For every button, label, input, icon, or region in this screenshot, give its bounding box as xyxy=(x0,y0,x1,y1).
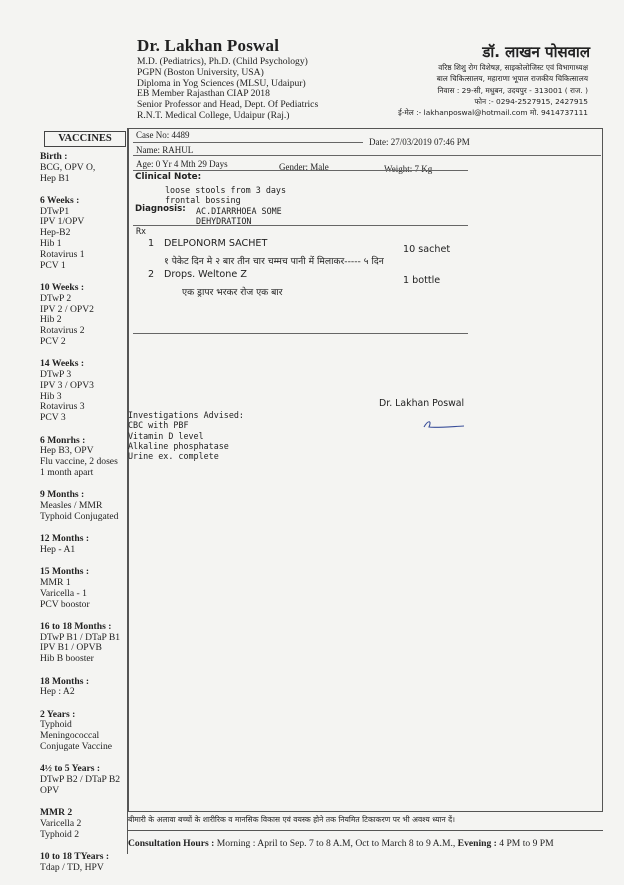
consultation-hours xyxy=(128,838,554,849)
qualification-line: Diploma in Yog Sciences (MLSU, Udaipur) xyxy=(137,77,306,89)
vaccine-item: IPV B1 / OPVB xyxy=(40,642,102,654)
vaccine-group xyxy=(40,283,128,348)
rx-drug-name: DELPONORM SACHET xyxy=(164,238,268,249)
vaccine-group-heading: MMR 2 xyxy=(40,807,73,819)
footer-divider xyxy=(128,830,603,831)
hindi-address-line: ई-मेल :- lakhanposwal@hotmail.com मो. 9414737111 xyxy=(398,108,588,118)
vaccine-item: Varicella 2 xyxy=(40,818,82,830)
qualification-line: EB Member Rajasthan CIAP 2018 xyxy=(137,88,270,100)
vaccine-group xyxy=(40,622,128,665)
clinical-note-line: loose stools from 3 days xyxy=(165,185,287,195)
vaccine-item: Tdap / TD, HPV xyxy=(40,861,104,873)
vaccine-group xyxy=(40,852,128,874)
vaccine-item: Measles / MMR xyxy=(40,500,103,512)
vaccine-group xyxy=(40,677,128,699)
rule xyxy=(133,225,468,226)
vaccine-item: Typhoid xyxy=(40,719,72,731)
vaccine-item: OPV xyxy=(40,784,60,796)
doctor-name: Dr. Lakhan Poswal xyxy=(137,36,280,55)
vaccine-item: Hep - A1 xyxy=(40,543,76,555)
vaccine-item: Meningococcal xyxy=(40,730,100,742)
evening-hours: 4 PM to 9 PM xyxy=(499,838,554,849)
vaccine-item: Hep-B2 xyxy=(40,227,71,239)
qualification-line: PGPN (Boston University, USA) xyxy=(137,66,264,78)
diagnosis-line: DEHYDRATION xyxy=(196,216,252,226)
rx-instruction: १ पेकेट दिन मे २ बार तीन चार चम्मच पानी में मिलाकर----- ५ दिन xyxy=(164,256,384,267)
qualification-line: M.D. (Pediatrics), Ph.D. (Child Psychology) xyxy=(137,56,308,67)
vaccine-item: Hep : A2 xyxy=(40,686,75,698)
vaccine-item: DTwP 3 xyxy=(40,369,72,381)
signature-name: Dr. Lakhan Poswal xyxy=(379,398,465,409)
vaccine-item: DTwP B1 / DTaP B1 xyxy=(40,631,121,643)
clinical-note-line: frontal bossing xyxy=(165,195,241,205)
vaccine-item: Rotavirus 3 xyxy=(40,401,85,413)
hindi-address-line: वरिष्ठ शिशु रोग विशेषज्ञ, साइकोलोजिस्ट एवं विभागाध्यक्ष xyxy=(438,63,588,72)
vaccine-item: PCV boostor xyxy=(40,598,90,610)
vaccine-group-heading: 14 Weeks : xyxy=(40,358,85,370)
vaccine-group xyxy=(40,436,128,479)
vaccine-item: Rotavirus 1 xyxy=(40,248,85,260)
vaccine-item: Hep B3, OPV xyxy=(40,445,94,457)
vaccine-item: Typhoid Conjugated xyxy=(40,510,119,522)
vaccine-item: Conjugate Vaccine xyxy=(40,741,113,753)
vaccine-item: PCV 1 xyxy=(40,259,66,271)
vaccine-item: DTwP B2 / DTaP B2 xyxy=(40,774,121,786)
hindi-address-line: निवास : 29-सी, मधुबन, उदयपुर - 313001 ( राज. ) xyxy=(437,85,588,95)
vaccine-item: PCV 2 xyxy=(40,335,66,347)
vaccine-group-heading: 2 Years : xyxy=(40,708,76,720)
vaccine-item: MMR 1 xyxy=(40,577,71,588)
rx-item-number: 1 xyxy=(148,238,155,249)
vaccine-item: DTwP 2 xyxy=(40,292,72,304)
rx-quantity: 1 bottle xyxy=(403,275,441,286)
rule xyxy=(133,142,363,143)
patient-name: Name: RAHUL xyxy=(136,145,194,155)
footer-hindi-note: बीमारी के अलावा बच्चों के शारीरिक व मानसिक विकास एवं वयस्क होने तक नियमित टिकाकरण पर भी अवश्य ध्यान दें। xyxy=(128,815,455,824)
doctor-qualifications xyxy=(137,57,318,122)
investigation-item: CBC with PBF xyxy=(128,420,189,430)
patient-weight: Weight: 7 Kg xyxy=(384,164,433,174)
vaccine-group xyxy=(40,567,128,610)
vaccine-item: IPV 2 / OPV2 xyxy=(40,303,94,315)
vaccine-item: PCV 3 xyxy=(40,412,66,424)
vaccine-item: BCG, OPV O, xyxy=(40,161,96,173)
vaccine-group-heading: 10 Weeks : xyxy=(40,281,85,293)
rule xyxy=(133,170,468,171)
prescription-box xyxy=(128,128,603,812)
vaccine-item: Varicella - 1 xyxy=(40,587,87,599)
patient-age: Age: 0 Yr 4 Mth 29 Days xyxy=(136,159,228,169)
vaccine-schedule xyxy=(40,152,128,885)
qualification-line: Senior Professor and Head, Dept. Of Pediatrics xyxy=(137,99,319,111)
vaccine-group-heading: 6 Monrhs : xyxy=(40,434,86,446)
vaccine-group-heading: Birth : xyxy=(40,151,68,162)
vaccine-group xyxy=(40,808,128,840)
evening-label: Evening : xyxy=(457,838,497,849)
vaccine-group-heading: 16 to 18 Months : xyxy=(40,620,112,632)
hindi-address-block xyxy=(398,62,588,118)
diagnosis-line: AC.DIARRHOEA SOME xyxy=(196,206,282,216)
consultation-hours-label: Consultation Hours : xyxy=(128,838,215,849)
vaccine-item: Hep B1 xyxy=(40,172,70,184)
patient-gender: Gender: Male xyxy=(279,162,329,172)
vaccine-item: Flu vaccine, 2 doses xyxy=(40,456,118,468)
investigation-item: Urine ex. complete xyxy=(128,451,219,461)
vaccine-group xyxy=(40,152,128,184)
vaccine-item: Hib 3 xyxy=(40,390,62,402)
rule xyxy=(133,155,601,156)
vaccine-item: Hib 2 xyxy=(40,314,62,326)
vaccine-group xyxy=(40,710,128,753)
vaccine-group xyxy=(40,196,128,272)
vaccine-group xyxy=(40,490,128,522)
rx-instruction: एक ड्रापर भरकर रोज एक बार xyxy=(182,287,283,298)
rx-item-number: 2 xyxy=(148,269,155,280)
investigation-item: Alkaline phosphatase xyxy=(128,441,229,451)
vaccine-group-heading: 6 Weeks : xyxy=(40,194,80,206)
vaccine-group xyxy=(40,534,128,556)
signature-scribble xyxy=(420,418,468,432)
qualification-line: R.N.T. Medical College, Udaipur (Raj.) xyxy=(137,109,290,121)
investigations-heading: Investigations Advised: xyxy=(128,410,244,420)
vaccine-group-heading: 12 Months : xyxy=(40,533,90,545)
vaccine-item: DTwP1 xyxy=(40,205,70,217)
vaccine-item: IPV 3 / OPV3 xyxy=(40,379,94,391)
vaccine-group xyxy=(40,359,128,424)
investigation-item: Vitamin D level xyxy=(128,431,204,441)
diagnosis-label: Diagnosis: xyxy=(135,204,186,214)
vaccine-item: 1 month apart xyxy=(40,466,94,478)
case-date: Date: 27/03/2019 07:46 PM xyxy=(369,137,470,147)
vaccine-item: Rotavirus 2 xyxy=(40,325,85,337)
rule xyxy=(133,333,468,334)
hindi-address-line: बाल चिकित्सालय, महाराणा भूपाल राजकीय चिकित्सालय xyxy=(436,74,588,84)
hindi-address-line: फोन :- 0294-2527915, 2427915 xyxy=(474,96,588,106)
vaccines-title: VACCINES xyxy=(44,131,126,147)
vaccine-item: Hib 1 xyxy=(40,238,62,250)
vaccine-group-heading: 10 to 18 TYears : xyxy=(40,851,110,863)
vaccine-group xyxy=(40,764,128,796)
vaccine-group-heading: 9 Months : xyxy=(40,489,85,501)
clinical-note-heading: Clinical Note: xyxy=(135,172,202,182)
rx-quantity: 10 sachet xyxy=(403,244,451,255)
vaccine-group-heading: 4½ to 5 Years : xyxy=(40,763,101,775)
vaccine-item: Typhoid 2 xyxy=(40,828,80,840)
case-number: Case No: 4489 xyxy=(136,130,190,140)
vaccine-group-heading: 18 Months : xyxy=(40,675,90,687)
doctor-name-hindi: डॉ. लाखन पोसवाल xyxy=(482,43,590,61)
vaccine-item: IPV 1/OPV xyxy=(40,216,85,228)
consultation-hours-text: Morning : April to Sep. 7 to 8 A.M, Oct to March 8 to 9 A.M., xyxy=(216,838,458,849)
vaccine-item: Hib B booster xyxy=(40,653,94,665)
rx-label: Rx xyxy=(136,226,147,236)
vaccine-group-heading: 15 Months : xyxy=(40,566,90,578)
rx-drug-name: Drops. Weltone Z xyxy=(164,269,247,280)
